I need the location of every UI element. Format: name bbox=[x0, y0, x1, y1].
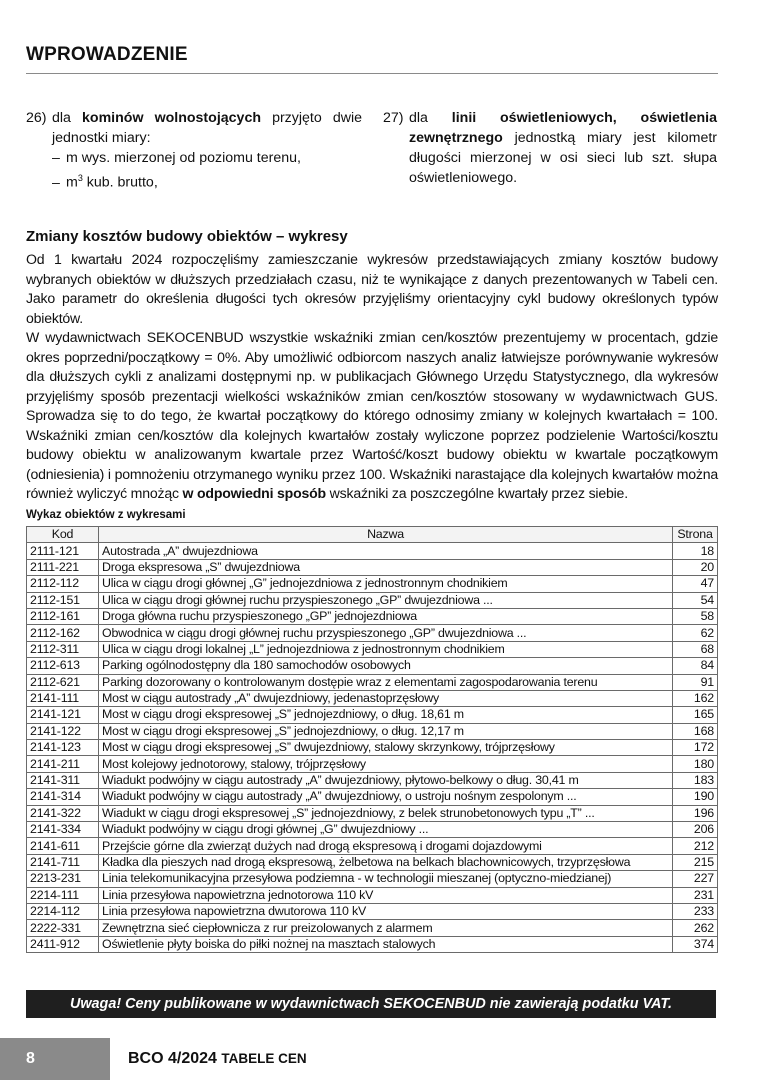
cell-code: 2141-322 bbox=[27, 805, 99, 821]
cell-page: 162 bbox=[673, 690, 718, 706]
cell-page: 54 bbox=[673, 592, 718, 608]
cell-name: Autostrada „A” dwujezdniowa bbox=[99, 543, 673, 559]
table-row bbox=[27, 789, 718, 805]
table-row bbox=[27, 854, 718, 870]
cell-code: 2141-122 bbox=[27, 723, 99, 739]
cell-code: 2141-311 bbox=[27, 772, 99, 788]
cell-code: 2141-611 bbox=[27, 838, 99, 854]
cell-page: 374 bbox=[673, 936, 718, 952]
cell-page: 227 bbox=[673, 871, 718, 887]
sub-item-2: – $m^3$ kub. brutto, bbox=[52, 173, 158, 191]
cell-page: 233 bbox=[673, 903, 718, 919]
cell-code: 2111-121 bbox=[27, 543, 99, 559]
cell-name: Wiadukt podwójny w ciągu autostrady „A” dwujezdniowy, płytowo-belkowy o dług. 30,41 m bbox=[99, 772, 673, 788]
cell-code: 2111-221 bbox=[27, 559, 99, 575]
header-divider bbox=[26, 73, 718, 74]
table-row bbox=[27, 543, 718, 559]
table-row bbox=[27, 707, 718, 723]
table-row bbox=[27, 822, 718, 838]
definition-item-26 bbox=[26, 108, 362, 193]
bold-phrase: w odpowiedni sposób bbox=[182, 485, 326, 501]
section-heading: Zmiany kosztów budowy obiektów – wykresy bbox=[26, 228, 348, 245]
cell-name: Parking dozorowany o kontrolowanym dostępie wraz z elementami zagospodarowania terenu bbox=[99, 674, 673, 690]
table-row bbox=[27, 920, 718, 936]
header-code: Kod bbox=[27, 527, 99, 543]
item-number: 26) bbox=[26, 110, 47, 126]
cell-page: 68 bbox=[673, 641, 718, 657]
paragraph-2 bbox=[26, 328, 718, 504]
cell-page: 165 bbox=[673, 707, 718, 723]
cell-page: 212 bbox=[673, 838, 718, 854]
cell-code: 2112-621 bbox=[27, 674, 99, 690]
cell-page: 58 bbox=[673, 608, 718, 624]
vat-notice: Uwaga! Ceny publikowane w wydawnictwach SEKOCENBUD nie zawierają podatku VAT. bbox=[26, 990, 716, 1018]
table-row bbox=[27, 772, 718, 788]
cell-code: 2141-711 bbox=[27, 854, 99, 870]
section-body bbox=[26, 250, 718, 504]
text-segment: dla bbox=[52, 110, 83, 126]
cell-name: Most w ciągu drogi ekspresowej „S” dwujezdniowy, stalowy skrzynkowy, trójprzęsłowy bbox=[99, 740, 673, 756]
text-segment: dla bbox=[409, 110, 452, 126]
sub-item-1: – m wys. mierzonej od poziomu terenu, bbox=[52, 150, 301, 166]
page-number: 8 bbox=[0, 1038, 110, 1080]
cell-code: 2141-123 bbox=[27, 740, 99, 756]
text-segment: W wydawnictwach SEKOCENBUD wszystkie wskaźniki zmian cen/kosztów prezentujemy w procentach, gdzie okres poprzedni/początkowy = 0%. Aby umożliwić odbiorcom naszych analiz łatwiejsze porównywanie wykresów dla dłuższych cykli z analizami dostępnymi np. w publikacjach Głównego Urzędu Statystycznego, dla wykresów przyjęliśmy sposób prezentacji wielkości wskaźników zmian cen/kosztów stosowany w wydawnictwach GUS. Sprowadza się to do tego, że kwartał początkowy do którego odnosimy zmiany w kolejnych kwartałach = 100. Wskaźniki zmian cen/kosztów dla kolejnych kwartałów zostały wyliczone poprzez podzielenie Wartości/kosztu budowy obiektu w analizowanym kwartale przez Wartość/koszt budowy obiektu w kwartale początkowym (odniesienia) i pomnożeniu otrzymanego wyniku przez 100. Wskaźniki narastające dla kolejnych kwartałów można również wyliczyć mnożąc bbox=[26, 329, 718, 501]
bold-term: linii oświetleniowych, oświetlenia zewnętrznego bbox=[409, 110, 718, 146]
sub-item-text: kub. brutto, bbox=[82, 174, 158, 191]
cell-name: Ulica w ciągu drogi głównej ruchu przyspieszonego „GP” dwujezdniowa ... bbox=[99, 592, 673, 608]
sub-item-text: m wys. mierzonej od poziomu terenu, bbox=[66, 150, 301, 166]
cell-code: 2141-121 bbox=[27, 707, 99, 723]
cell-name: Linia przesyłowa napowietrzna dwutorowa 110 kV bbox=[99, 903, 673, 919]
cell-name: Most w ciągu drogi ekspresowej „S” jednojezdniowy, o dług. 12,17 m bbox=[99, 723, 673, 739]
table-row bbox=[27, 936, 718, 952]
cell-page: 172 bbox=[673, 740, 718, 756]
cell-name: Most w ciągu drogi ekspresowej „S” jednojezdniowy, o dług. 18,61 m bbox=[99, 707, 673, 723]
paragraph-1: Od 1 kwartału 2024 rozpoczęliśmy zamieszczanie wykresów przedstawiających zmiany kosztów budowy wybranych obiektów w dłuższych przedziałach czasu, niż te wynikające z danych prezentowanych w Tabeli cen. Jako parametr do określenia długości tych okresów przyjęliśmy orientacyjny cykl budowy określonych typów obiektów. bbox=[26, 251, 718, 326]
publication-title bbox=[128, 1038, 307, 1080]
cell-page: 262 bbox=[673, 920, 718, 936]
cell-page: 231 bbox=[673, 887, 718, 903]
table-body bbox=[27, 543, 718, 953]
cell-code: 2222-331 bbox=[27, 920, 99, 936]
objects-table bbox=[26, 526, 718, 953]
unit-text: m bbox=[66, 174, 78, 191]
table-row bbox=[27, 723, 718, 739]
cell-name: Most w ciągu autostrady „A” dwujezdniowy, jedenastoprzęsłowy bbox=[99, 690, 673, 706]
table-row bbox=[27, 740, 718, 756]
table-row bbox=[27, 625, 718, 641]
item-text bbox=[409, 108, 717, 188]
cell-page: 196 bbox=[673, 805, 718, 821]
bold-term: kominów wolnostojących bbox=[82, 110, 261, 126]
cell-name: Most kolejowy jednotorowy, stalowy, trójprzęsłowy bbox=[99, 756, 673, 772]
cell-page: 20 bbox=[673, 559, 718, 575]
table-row bbox=[27, 690, 718, 706]
table-caption: Wykaz obiektów z wykresami bbox=[26, 509, 186, 521]
cell-page: 215 bbox=[673, 854, 718, 870]
cell-code: 2112-161 bbox=[27, 608, 99, 624]
text-segment: przyjęto dwie jednostki miary: bbox=[52, 110, 362, 146]
cell-page: 18 bbox=[673, 543, 718, 559]
cell-code: 2112-112 bbox=[27, 576, 99, 592]
cell-code: 2214-112 bbox=[27, 903, 99, 919]
cell-name: Linia przesyłowa napowietrzna jednotorowa 110 kV bbox=[99, 887, 673, 903]
table-row bbox=[27, 903, 718, 919]
cell-code: 2112-151 bbox=[27, 592, 99, 608]
cell-name: Parking ogólnodostępny dla 180 samochodów osobowych bbox=[99, 658, 673, 674]
cell-page: 183 bbox=[673, 772, 718, 788]
table-row bbox=[27, 592, 718, 608]
cell-code: 2141-211 bbox=[27, 756, 99, 772]
cell-code: 2411-912 bbox=[27, 936, 99, 952]
cell-name: Obwodnica w ciągu drogi głównej ruchu przyspieszonego „GP” dwujezdniowa ... bbox=[99, 625, 673, 641]
cell-code: 2141-111 bbox=[27, 690, 99, 706]
publication-name: BCO 4/2024 bbox=[128, 1050, 222, 1067]
unit-superscript: 3 bbox=[77, 173, 83, 183]
cell-code: 2112-311 bbox=[27, 641, 99, 657]
cell-code: 2141-314 bbox=[27, 789, 99, 805]
cell-name: Ulica w ciągu drogi lokalnej „L” jednojezdniowa z jednostronnym chodnikiem bbox=[99, 641, 673, 657]
cell-name: Wiadukt podwójny w ciągu autostrady „A” dwujezdniowy, o ustroju nośnym zespolonym ... bbox=[99, 789, 673, 805]
cell-name: Droga główna ruchu przyspieszonego „GP” jednojezdniowa bbox=[99, 608, 673, 624]
cell-page: 91 bbox=[673, 674, 718, 690]
cell-code: 2112-613 bbox=[27, 658, 99, 674]
cell-page: 206 bbox=[673, 822, 718, 838]
table-row bbox=[27, 756, 718, 772]
cell-name: Linia telekomunikacyjna przesyłowa podziemna - w technologii mieszanej (optyczno-miedzianej) bbox=[99, 871, 673, 887]
cell-code: 2214-111 bbox=[27, 887, 99, 903]
text-segment: jednostką miary jest kilometr długości mierzonej w osi sieci lub szt. słupa oświetleniowego. bbox=[409, 130, 717, 186]
cell-code: 2112-162 bbox=[27, 625, 99, 641]
cell-page: 190 bbox=[673, 789, 718, 805]
cell-name: Przejście górne dla zwierząt dużych nad drogą ekspresową i drogami dojazdowymi bbox=[99, 838, 673, 854]
cell-code: 2213-231 bbox=[27, 871, 99, 887]
cell-page: 168 bbox=[673, 723, 718, 739]
table-row bbox=[27, 641, 718, 657]
cell-page: 180 bbox=[673, 756, 718, 772]
table-row bbox=[27, 576, 718, 592]
table-row bbox=[27, 887, 718, 903]
table-row bbox=[27, 871, 718, 887]
table-row bbox=[27, 805, 718, 821]
table-row bbox=[27, 658, 718, 674]
cell-name: Droga ekspresowa „S” dwujezdniowa bbox=[99, 559, 673, 575]
cell-page: 47 bbox=[673, 576, 718, 592]
header-page: Strona bbox=[673, 527, 718, 543]
publication-section: TABELE CEN bbox=[221, 1051, 307, 1066]
item-number: 27) bbox=[383, 110, 404, 126]
cell-name: Wiadukt w ciągu drogi ekspresowej „S” jednojezdniowy, z belek strunobetonowych typu „T” ... bbox=[99, 805, 673, 821]
header-name: Nazwa bbox=[99, 527, 673, 543]
cell-code: 2141-334 bbox=[27, 822, 99, 838]
definition-item-27 bbox=[383, 108, 717, 188]
table-row bbox=[27, 838, 718, 854]
cell-page: 62 bbox=[673, 625, 718, 641]
cell-name: Ulica w ciągu drogi głównej „G” jednojezdniowa z jednostronnym chodnikiem bbox=[99, 576, 673, 592]
cell-name: Zewnętrzna sieć ciepłownicza z rur preizolowanych z alarmem bbox=[99, 920, 673, 936]
table-row bbox=[27, 674, 718, 690]
table-header-row bbox=[27, 527, 718, 543]
cell-name: Kładka dla pieszych nad drogą ekspresową, żelbetowa na belkach blachownicowych, trzyprzęsłowa bbox=[99, 854, 673, 870]
table-row bbox=[27, 559, 718, 575]
page-title: WPROWADZENIE bbox=[26, 44, 188, 65]
cell-name: Oświetlenie płyty boiska do piłki nożnej na masztach stalowych bbox=[99, 936, 673, 952]
cell-page: 84 bbox=[673, 658, 718, 674]
cell-name: Wiadukt podwójny w ciągu drogi głównej „G” dwujezdniowy ... bbox=[99, 822, 673, 838]
item-text bbox=[52, 108, 362, 148]
table-row bbox=[27, 608, 718, 624]
text-segment: wskaźniki za poszczególne kwartały przez siebie. bbox=[325, 485, 628, 501]
